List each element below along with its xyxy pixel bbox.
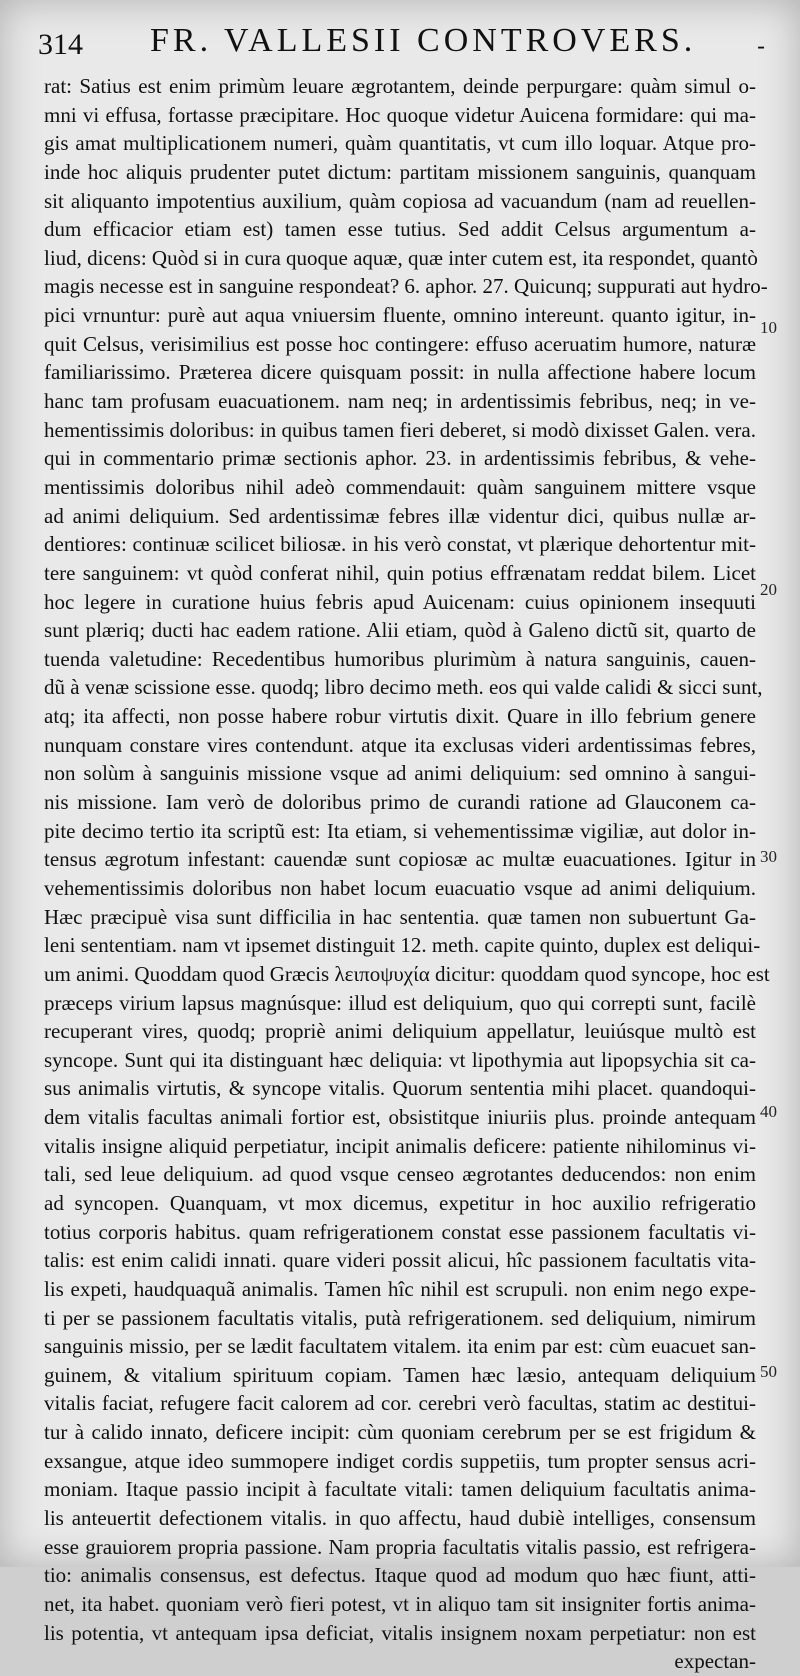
- text-line: dem vitalis facultas animali fortior est, obsistitque iniuriis plus. proinde antequam: [44, 1105, 756, 1130]
- line-number: 40: [760, 1102, 777, 1121]
- running-head: FR. VALLESII CONTROVERS.: [150, 22, 697, 59]
- text-line: vitalis insigne aliquid perpetiatur, incipit animalis deficere: patiente nihilominus vi-: [44, 1133, 756, 1158]
- header-mark: -: [757, 32, 766, 60]
- text-line: nunquam constare vires contendunt. atque ita exclusas videri ardentissimas febres,: [44, 732, 756, 757]
- text-line: liud, dicens: Quòd si in cura quoque aquæ, quæ inter cutem est, ita respondet, quantò: [44, 245, 758, 270]
- text-line: ti per se passionem facultatis vitalis, putà refrigerationem. sed deliquium, nimirum: [44, 1305, 756, 1330]
- line-number: 20: [760, 580, 777, 599]
- text-line: moniam. Itaque passio incipit à facultate vitali: tamen deliquium facultatis anima-: [44, 1477, 756, 1502]
- text-line: nis missione. Iam verò de doloribus primo de curandi ratione ad Glauconem ca-: [44, 790, 756, 815]
- text-line: lis anteuertit defectionem vitalis. in quo affectu, haud dubiè intelliges, consensum: [44, 1506, 756, 1531]
- text-line: leni sententiam. nam vt ipsemet distinguit 12. meth. capite quinto, duplex est deliqui-: [44, 933, 761, 958]
- text-line: tere sanguinem: vt quòd conferat nihil, quin potius effrænatam reddat bilem. Licet: [44, 560, 756, 585]
- text-line: hoc legere in curatione huius febris apud Auicenam: cuius opinionem insequuti: [44, 589, 756, 614]
- text-line: um animi. Quoddam quod Græcis λειποψυχία dicitur: quoddam quod syncope, hoc est: [44, 961, 770, 986]
- line-number: 30: [760, 847, 777, 866]
- text-line: qui in commentario primæ sectionis aphor. 23. in ardentissimis febribus, & vehe-: [44, 446, 756, 471]
- text-line: pite decimo tertio ita scriptũ est: Ita etiam, si vehementissimæ vigiliæ, aut dolor in-: [44, 818, 756, 843]
- text-line: lis potentia, vt antequam ipsa deficiat, vitalis insignem noxam perpetiatur: non est: [44, 1620, 756, 1645]
- text-line: sus animalis virtutis, & syncope vitalis. Quorum sententia mihi placet. quandoqui-: [44, 1076, 756, 1101]
- text-line: mentissimis doloribus nihil adeò commendauit: quàm sanguinem mittere vsque: [44, 474, 756, 499]
- text-line: pici vrnuntur: purè aut aqua vniuersim fluente, omnino intereunt. quanto igitur, in-: [44, 303, 756, 328]
- text-line: ad syncopen. Quanquam, vt mox dicemus, expetitur in hoc auxilio refrigeratio: [44, 1190, 756, 1215]
- text-line: vehementissimis doloribus non habet locum euacuatio vsque ad animi deliquium.: [44, 875, 756, 900]
- line-number: 10: [760, 318, 777, 337]
- text-line: atq; ita affecti, non posse habere robur virtutis dixit. Quare in illo febrium genere: [44, 704, 756, 729]
- text-line: esse grauiorem propria passione. Nam propria facultatis vitalis passio, est refrigera-: [44, 1534, 756, 1559]
- text-line: sunt plæriq; ducti hac eadem ratione. Alii etiam, quòd à Galeno dictũ sit, quarto de: [44, 618, 756, 643]
- line-number: 50: [760, 1362, 777, 1381]
- text-line: tuenda valetudine: Recedentibus humoribus plurimùm à natura sanguinis, cauen-: [44, 646, 756, 671]
- text-line: tur à calido innato, deficere incipit: cùm quoniam cerebrum per se est frigidum &: [44, 1420, 756, 1445]
- text-line: exsangue, atque ideo summopere indiget cordis suppetiis, tum propter sensus acri-: [44, 1448, 756, 1473]
- text-line: quit Celsus, verisimilius est posse hoc contingere: effuso aceruatim humore, naturæ: [44, 331, 756, 356]
- text-line: dum efficacior etiam est) tamen esse tutius. Sed addit Celsus argumentum a-: [44, 217, 756, 242]
- text-line: inde hoc aliquis prudenter putet dictum: partitam missionem sanguinis, quanquam: [44, 159, 756, 184]
- text-line: dũ à venæ scissione esse. quodq; libro decimo meth. eos qui valde calidi & sicci sunt,: [44, 675, 763, 700]
- text-line: tensus ægrotum infestant: cauendæ sunt copiosæ ac multæ euacuationes. Igitur in: [44, 847, 756, 872]
- text-line: expectan-: [674, 1649, 756, 1674]
- text-line: magis necesse est in sanguine respondeat? 6. aphor. 27. Quicunq; suppurati aut hydro-: [44, 274, 768, 299]
- text-line: hanc tam profusam euacuationem. nam neq; in ardentissimis febribus, neq; in ve-: [44, 389, 756, 414]
- text-line: totius corporis habitus. quam refrigerationem constat esse passionem facultatis vi-: [44, 1219, 756, 1244]
- text-line: net, ita habet. quoniam verò fieri potest, vt in aliquo tam sit insigniter fortis anima-: [44, 1591, 756, 1616]
- text-line: mni vi effusa, fortasse præcipitare. Hoc quoque videtur Auicena formidare: qui ma-: [44, 102, 756, 127]
- text-line: ad animi deliquium. Sed ardentissimæ febres illæ videntur dici, quibus nullæ ar-: [44, 503, 756, 528]
- text-line: sit aliquanto impotentius auxilium, quàm copiosa ad vacuandum (nam ad reuellen-: [44, 188, 756, 213]
- text-line: gis amat multiplicationem numeri, quàm quantitatis, vt cum illo loquar. Atque pro-: [44, 131, 756, 156]
- text-line: rat: Satius est enim primùm leuare ægrotantem, deinde perpurgare: quàm simul o-: [44, 74, 756, 98]
- text-line: syncope. Sunt qui ita distinguant hæc deliquia: vt lipothymia aut lipopsychia sit ca-: [44, 1047, 756, 1072]
- text-line: dentiores: continuæ scilicet biliosæ. in his verò constat, vt plærique dehortentur mit-: [44, 532, 756, 557]
- text-line: sanguinis missio, per se lædit facultatem vitalem. ita enim par est: cùm euacuet san-: [44, 1334, 756, 1359]
- text-line: Hæc præcipuè visa sunt difficilia in hac sententia. quæ tamen non subuertunt Ga-: [44, 904, 756, 929]
- text-line: recuperant vires, quodq; propriè animi deliquium appellatur, leuiúsque multò est: [44, 1019, 756, 1044]
- text-line: non solùm à sanguinis missione vsque ad animi deliquium: sed omnino à sangui-: [44, 761, 756, 786]
- text-line: tali, sed leue deliquium. ad quod vsque censeo ægrotantes deducendos: non enim: [44, 1162, 756, 1187]
- page-number: 314: [38, 28, 83, 61]
- text-line: hementissimis doloribus: in quibus tamen fieri deberet, si modò dixisset Galen. vera.: [44, 417, 756, 442]
- text-line: tio: animalis consensus, est defectus. Itaque quod ad modum quo hæc fiunt, atti-: [44, 1563, 756, 1588]
- text-line: talis: est enim calidi innati. quare videri possit alicui, hîc passionem facultatis vita-: [44, 1248, 756, 1273]
- text-line: guinem, & vitalium spirituum copiam. Tamen hæc læsio, antequam deliquium: [44, 1362, 756, 1387]
- text-line: familiarissimo. Præterea dicere quisquam possit: in nulla affectione habere locum: [44, 360, 756, 385]
- text-line: vitalis faciat, refugere facit calorem ad cor. cerebri verò facultas, statim ac destitui-: [44, 1391, 756, 1416]
- text-line: lis expeti, haudquaquã animalis. Tamen hîc nihil est scrupuli. non enim nego expe-: [44, 1276, 756, 1301]
- text-line: præceps virium lapsus magnúsque: illud est deliquium, quo qui correpti sunt, facilè: [44, 990, 756, 1015]
